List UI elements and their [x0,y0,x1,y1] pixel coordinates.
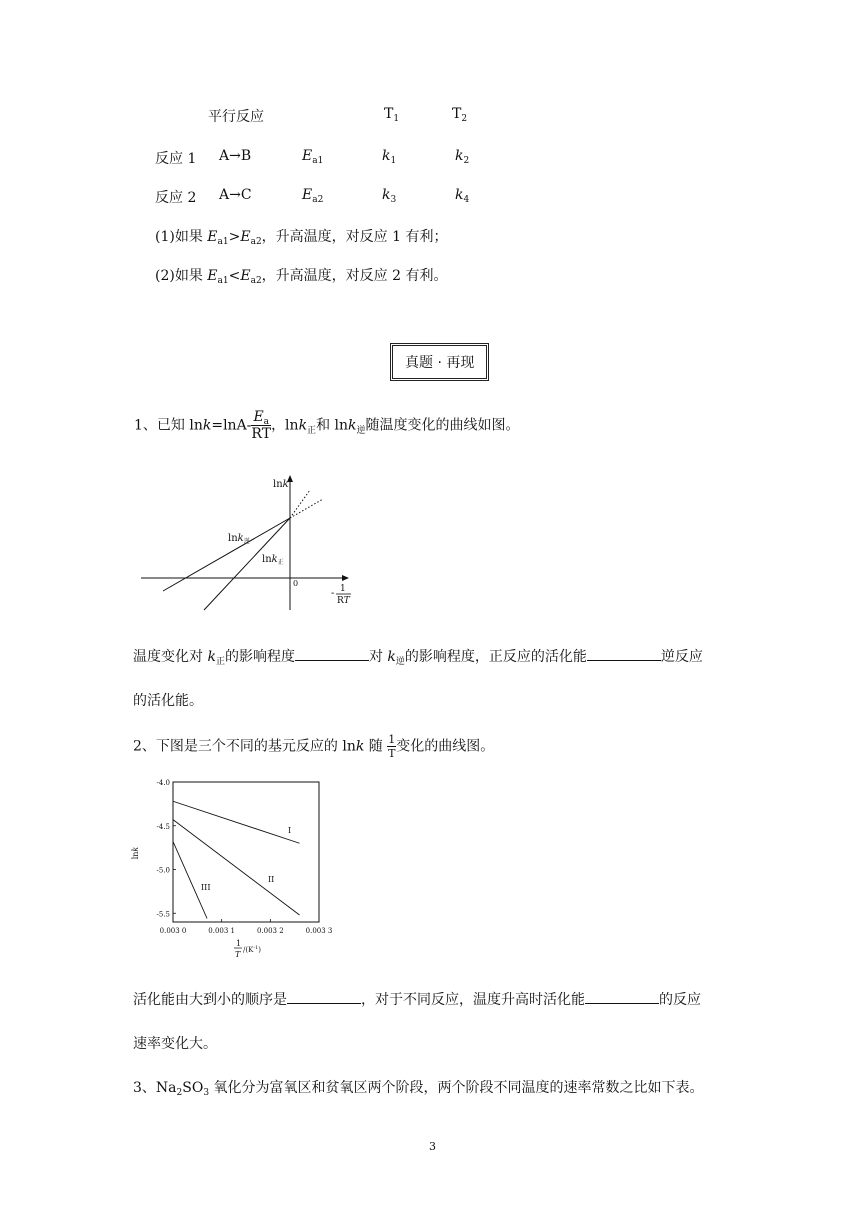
row1-name: 反应 1 [155,151,197,167]
q1-answer-line-1: 温度变化对 $k_正$的影响程度 对 $k_逆$的影响程度，正反应的活化能 逆反应 [133,649,703,667]
question-1: 1、已知 lnk=lnA- $\frac{E_a}{RT}$ ，lnk$_正$和 lnk$_逆$随温度变化的曲线如图。 [134,409,520,442]
q2-answer-line-1: 活化能由大到小的顺序是 ，对于不同反应，温度升高时活化能 的反应 [133,992,701,1008]
line-lnk-fwd-extension [290,490,310,518]
series-label-iii: III [201,883,211,892]
series-line-ii [173,820,300,915]
y-tick-label: -5.0 [156,866,170,875]
x-tick-label: 0.003 1 [208,927,236,935]
section-title: 真题 · 再现 [390,343,489,381]
y-axis-label: lnk [273,479,289,490]
note-1: (1)如果 $E_{a1}>E_{a2}$，升高温度，对反应 1 有利； [155,229,448,247]
page-number: 3 [429,1140,436,1153]
series-label-ii: II [268,875,275,884]
plot-frame [173,782,319,922]
q2-answer-line-2: 速率变化大。 [133,1036,217,1052]
q1-fraction: $\frac{E_a}{RT}$ [251,409,272,442]
row1-k-a: $k_1$ [382,148,397,166]
chart2-xlabel-num: 1 [236,939,242,948]
x-axis-label-prefix: - [331,588,335,599]
y-tick-label: -4.5 [156,822,170,831]
row1-k-b: $k_2$ [455,148,470,166]
row1-ea: $E_{a1}$ [302,148,324,166]
chart2-xlabel-unit: $/(K^{-1})$ [243,945,261,954]
x-axis-label-num: 1 [340,584,346,594]
label-lnk-rev: lnk$_逆$ [228,533,250,545]
row2-reaction: A→C [219,187,252,203]
table-header-t2: $T_2$ [452,106,468,124]
blank-2[interactable] [587,648,661,661]
table-header-t1: $T_1$ [384,106,400,124]
row2-k-a: $k_3$ [382,187,397,205]
row2-ea: $E_{a2}$ [302,187,324,205]
lnk-vs-1-over-t-chart [130,774,350,964]
x-axis-label-den: RT [337,596,350,606]
q2-fraction: $\frac{1}{T}$ [388,733,396,760]
row1-reaction: A→B [219,148,252,164]
x-axis-arrow [342,575,349,581]
table-header-reaction: 平行反应 [208,109,264,125]
origin-label: 0 [293,579,299,588]
question-3: 3、$Na_2SO_3$ 氧化分为富氧区和贫氧区两个阶段，两个阶段不同温度的速率常数之比如下表。 [133,1080,704,1098]
row2-name: 反应 2 [155,190,197,206]
chart2-xlabel-den: T [235,950,241,959]
chart2-ylabel: lnk [131,846,140,860]
note-2: (2)如果 $E_{a1}<E_{a2}$，升高温度，对反应 2 有利。 [155,268,448,286]
series-line-iii [173,842,207,919]
question-2: 2、下图是三个不同的基元反应的 lnk 随 $\frac{1}{T}$ 变化的曲线图。 [133,733,495,760]
line-lnk-rev-extension [290,499,323,518]
blank-1[interactable] [295,648,369,661]
x-tick-label: 0.003 2 [256,927,284,935]
label-lnk-fwd: lnk$_正$ [262,554,284,566]
blank-3[interactable] [287,991,361,1004]
series-line-i [173,801,300,843]
lnk-diagram [135,470,365,620]
x-tick-label: 0.003 0 [159,927,187,935]
q1-answer-line-2: 的活化能。 [133,693,203,709]
y-tick-label: -4.0 [156,779,170,787]
blank-4[interactable] [585,991,659,1004]
x-tick-label: 0.003 3 [305,927,333,935]
series-label-i: I [288,826,292,835]
row2-k-b: $k_4$ [455,187,470,205]
y-tick-label: -5.5 [156,910,170,919]
